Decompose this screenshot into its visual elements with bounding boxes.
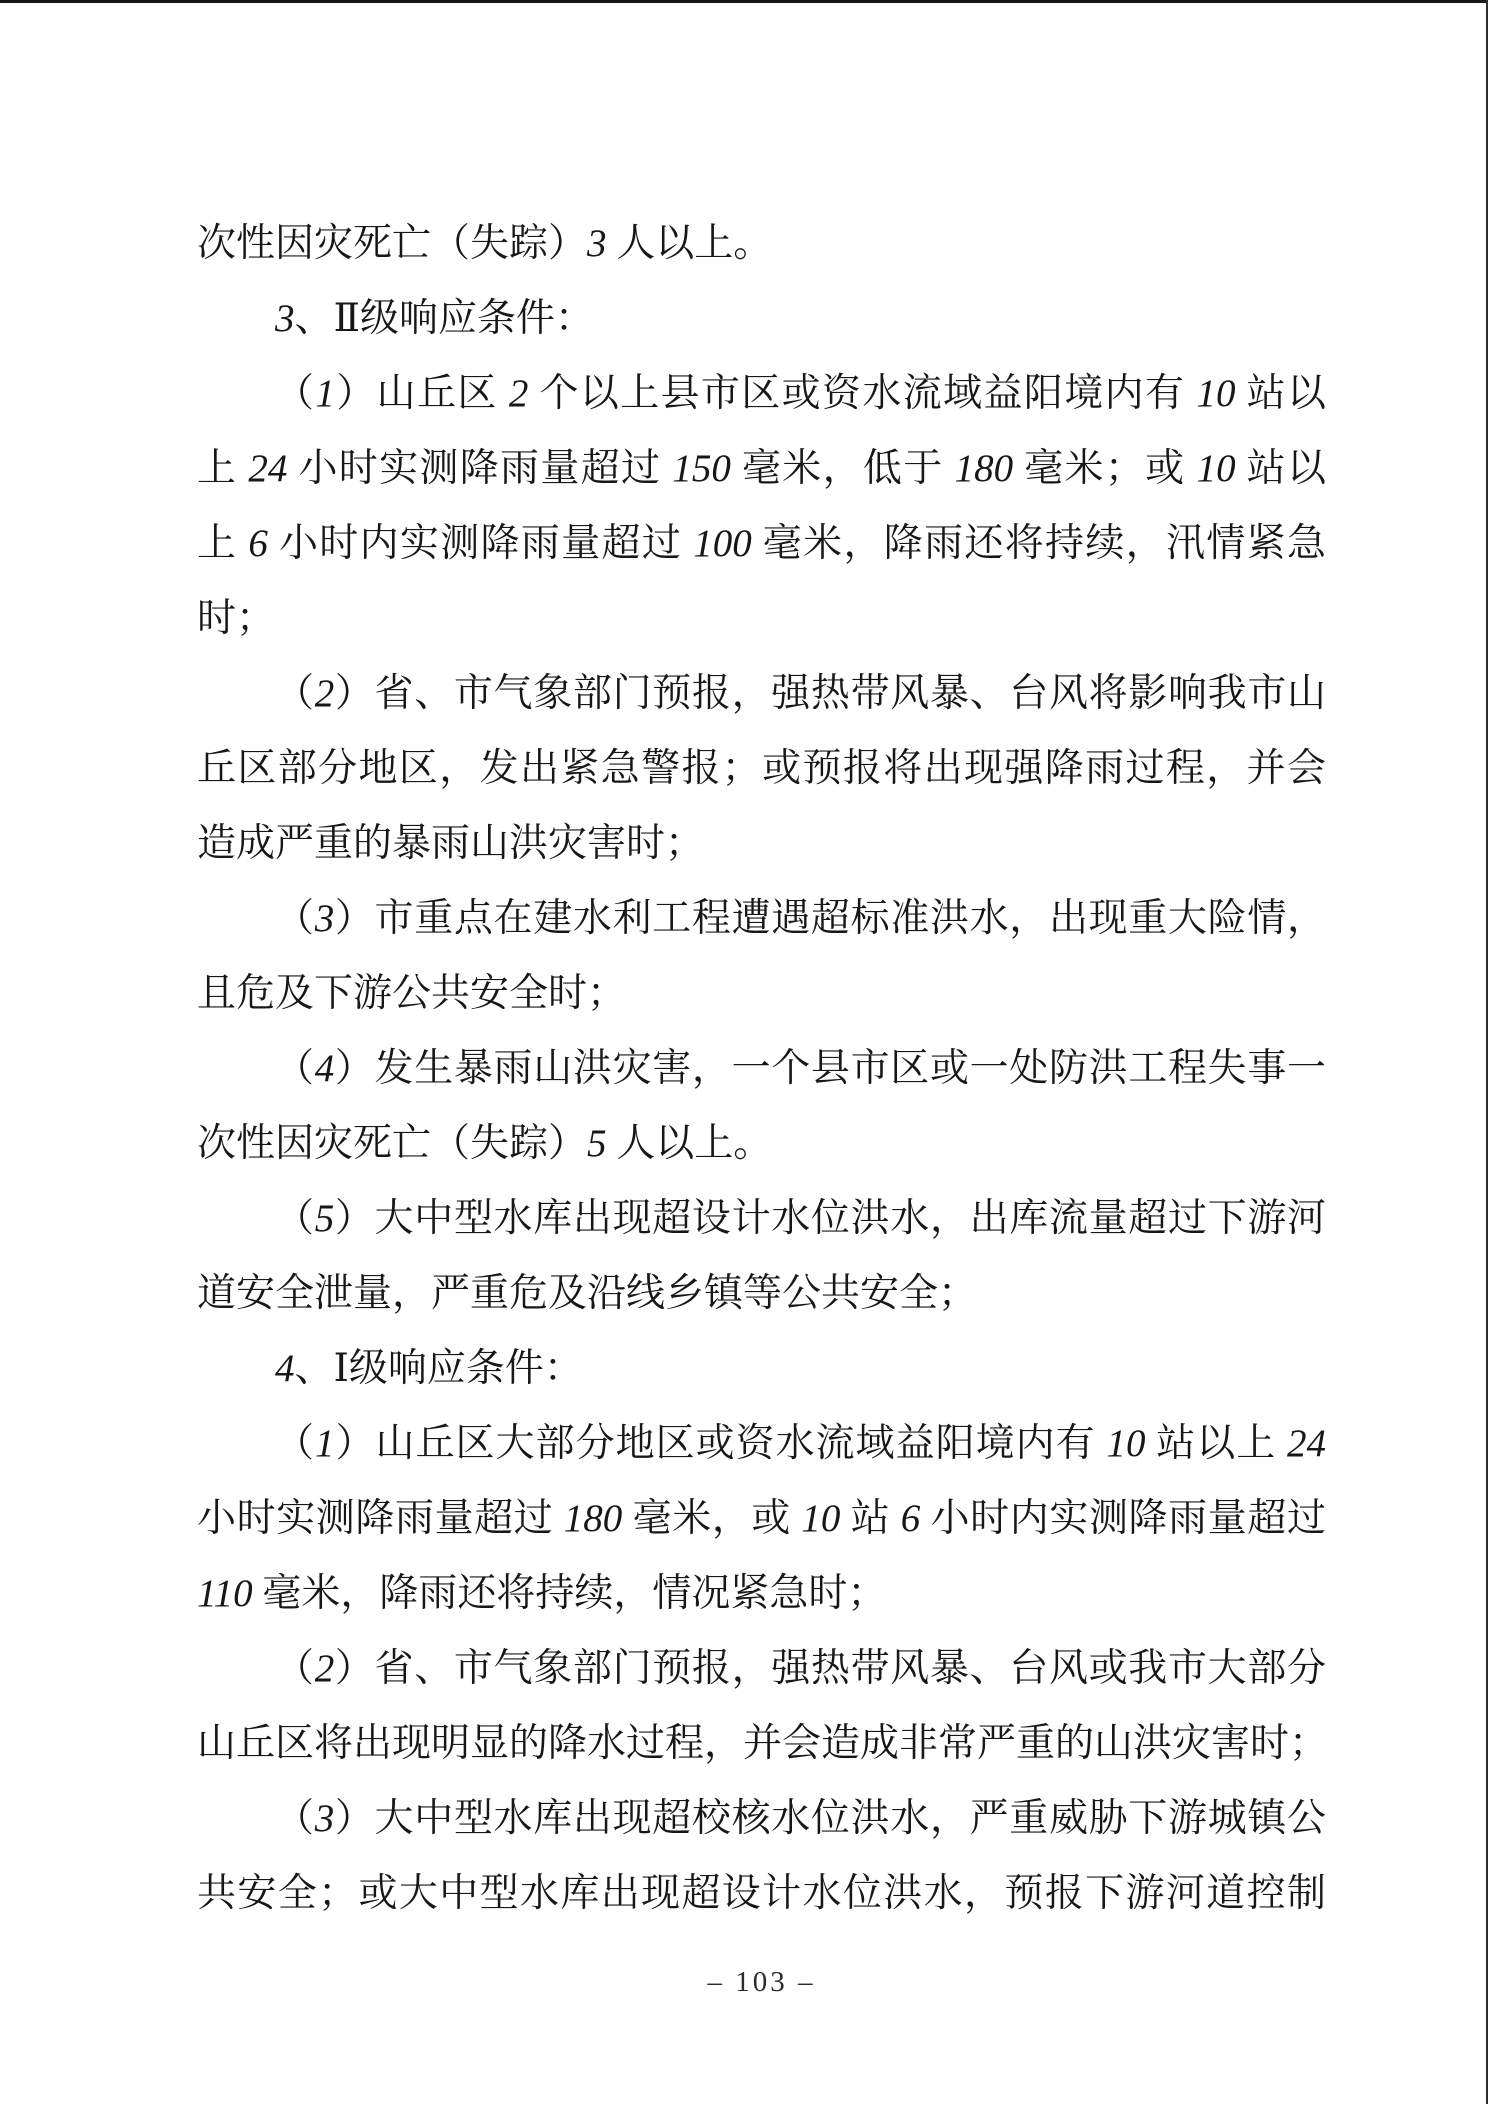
text-line: （5）大中型水库出现超设计水位洪水，出库流量超过下游河 — [275, 1197, 1326, 1240]
text-line: （4）发生暴雨山洪灾害，一个县市区或一处防洪工程失事一 — [275, 1047, 1326, 1090]
text-line: （1）山丘区 2 个以上县市区或资水流域益阳境内有 10 站以 — [275, 372, 1326, 415]
text-line: 且危及下游公共安全时； — [197, 972, 627, 1015]
text-line: （1）山丘区大部分地区或资水流域益阳境内有 10 站以上 24 — [275, 1422, 1326, 1465]
text-line: （3）市重点在建水利工程遭遇超标准洪水，出现重大险情， — [275, 897, 1326, 940]
text-line: （2）省、市气象部门预报，强热带风暴、台风将影响我市山 — [275, 672, 1326, 715]
text-line: 上 24 小时实测降雨量超过 150 毫米，低于 180 毫米；或 10 站以 — [197, 447, 1326, 490]
page-number: – 103 – — [707, 1966, 816, 1998]
text-line: 共安全；或大中型水库出现超设计水位洪水，预报下游河道控制 — [197, 1872, 1326, 1915]
text-line: 时； — [197, 597, 276, 640]
text-line: 造成严重的暴雨山洪灾害时； — [197, 822, 705, 865]
text-line: （3）大中型水库出现超校核水位洪水，严重威胁下游城镇公 — [275, 1797, 1326, 1840]
text-line: 上 6 小时内实测降雨量超过 100 毫米，降雨还将持续，汛情紧急 — [197, 522, 1326, 565]
text-line: 3、Ⅱ级响应条件： — [275, 297, 595, 340]
scan-edge-top — [0, 0, 1488, 3]
text-line: 道安全泄量，严重危及沿线乡镇等公共安全； — [197, 1272, 978, 1315]
text-line: 小时实测降雨量超过 180 毫米，或 10 站 6 小时内实测降雨量超过 — [197, 1497, 1326, 1540]
text-line: 丘区部分地区，发出紧急警报；或预报将出现强降雨过程，并会 — [197, 747, 1326, 790]
text-line: 110 毫米，降雨还将持续，情况紧急时； — [197, 1572, 887, 1615]
body-text — [197, 206, 1329, 1931]
text-line: 次性因灾死亡（失踪）5 人以上。 — [197, 1122, 773, 1165]
text-line: 4、Ⅰ级响应条件： — [275, 1347, 583, 1390]
text-line: 次性因灾死亡（失踪）3 人以上。 — [197, 222, 773, 265]
text-line: 山丘区将出现明显的降水过程，并会造成非常严重的山洪灾害时； — [197, 1722, 1329, 1765]
text-line: （2）省、市气象部门预报，强热带风暴、台风或我市大部分 — [275, 1647, 1326, 1690]
